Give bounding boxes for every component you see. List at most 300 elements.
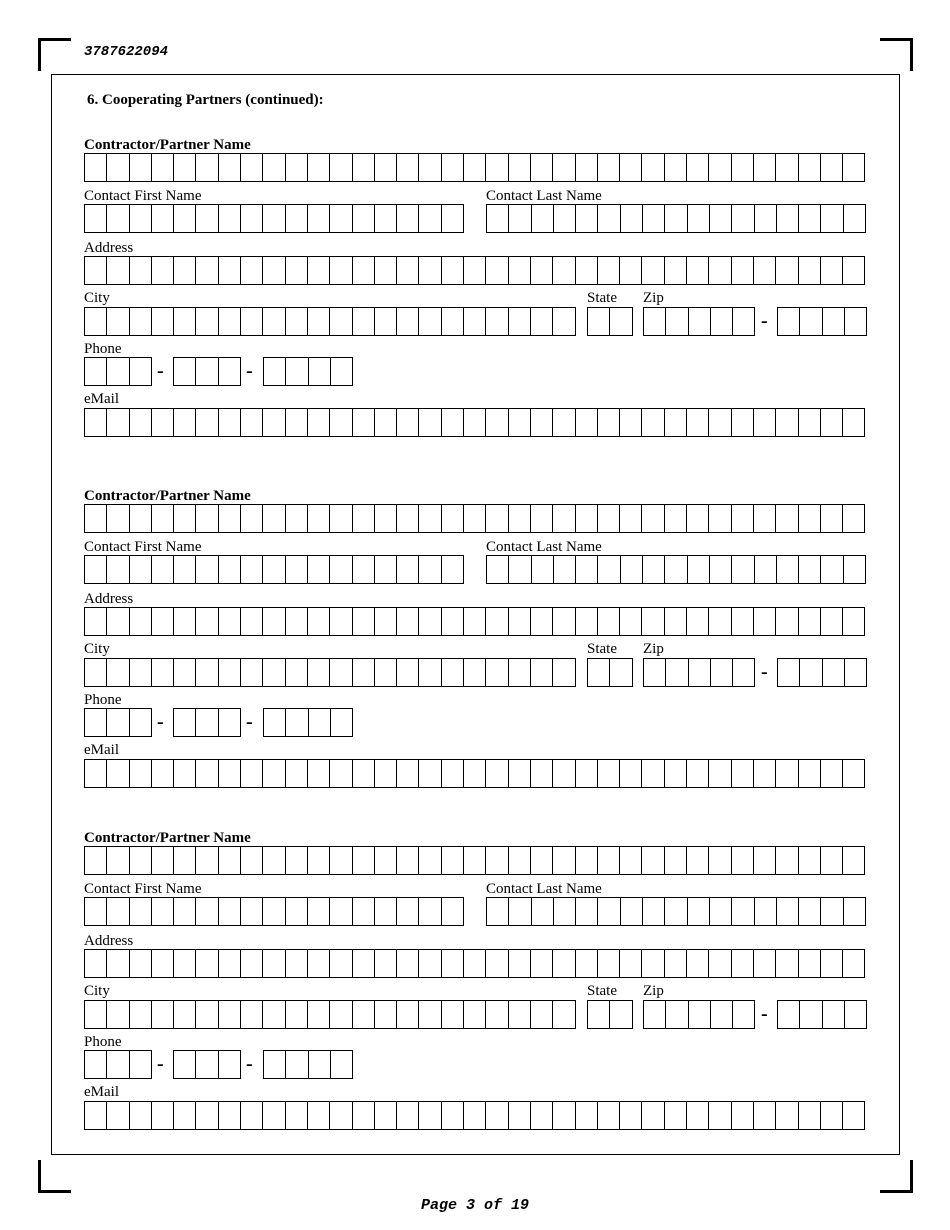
char-box[interactable] (397, 555, 419, 584)
char-box[interactable] (509, 607, 531, 636)
char-box[interactable] (576, 408, 598, 437)
char-box[interactable] (776, 408, 798, 437)
char-box[interactable] (799, 1101, 821, 1130)
char-box[interactable] (419, 204, 441, 233)
char-box[interactable] (733, 307, 755, 336)
char-box[interactable] (688, 897, 710, 926)
char-box[interactable] (821, 408, 843, 437)
char-box[interactable] (286, 256, 308, 285)
char-box[interactable] (219, 504, 241, 533)
char-box[interactable] (130, 153, 152, 182)
char-box[interactable] (553, 408, 575, 437)
char-box[interactable] (711, 1000, 733, 1029)
char-box[interactable] (754, 1101, 776, 1130)
char-box[interactable] (844, 555, 866, 584)
char-box[interactable] (85, 504, 107, 533)
char-box[interactable] (531, 658, 553, 687)
char-box[interactable] (464, 949, 486, 978)
state-field[interactable] (587, 658, 633, 687)
char-box[interactable] (732, 759, 754, 788)
char-box[interactable] (709, 846, 731, 875)
char-box[interactable] (331, 708, 353, 737)
char-box[interactable] (107, 759, 129, 788)
char-box[interactable] (464, 307, 486, 336)
char-box[interactable] (576, 256, 598, 285)
char-box[interactable] (308, 658, 330, 687)
char-box[interactable] (152, 307, 174, 336)
char-box[interactable] (778, 1000, 800, 1029)
contact-first-name-field[interactable] (84, 204, 464, 233)
char-box[interactable] (442, 607, 464, 636)
char-box[interactable] (799, 897, 821, 926)
char-box[interactable] (241, 153, 263, 182)
char-box[interactable] (464, 504, 486, 533)
char-box[interactable] (397, 307, 419, 336)
char-box[interactable] (286, 1050, 308, 1079)
char-box[interactable] (665, 1101, 687, 1130)
char-box[interactable] (598, 153, 620, 182)
char-box[interactable] (665, 408, 687, 437)
char-box[interactable] (442, 1000, 464, 1029)
char-box[interactable] (843, 846, 865, 875)
char-box[interactable] (732, 153, 754, 182)
char-box[interactable] (776, 759, 798, 788)
char-box[interactable] (219, 708, 241, 737)
char-box[interactable] (107, 357, 129, 386)
char-box[interactable] (733, 658, 755, 687)
char-box[interactable] (241, 846, 263, 875)
char-box[interactable] (286, 846, 308, 875)
char-box[interactable] (308, 846, 330, 875)
char-box[interactable] (130, 408, 152, 437)
char-box[interactable] (554, 555, 576, 584)
char-box[interactable] (353, 897, 375, 926)
char-box[interactable] (687, 1101, 709, 1130)
char-box[interactable] (666, 1000, 688, 1029)
char-box[interactable] (610, 658, 632, 687)
char-box[interactable] (353, 504, 375, 533)
char-box[interactable] (754, 846, 776, 875)
char-box[interactable] (286, 153, 308, 182)
char-box[interactable] (375, 1000, 397, 1029)
char-box[interactable] (152, 658, 174, 687)
char-box[interactable] (308, 949, 330, 978)
char-box[interactable] (219, 555, 241, 584)
char-box[interactable] (107, 1000, 129, 1029)
char-box[interactable] (800, 1000, 822, 1029)
char-box[interactable] (219, 1000, 241, 1029)
char-box[interactable] (241, 256, 263, 285)
char-box[interactable] (442, 1101, 464, 1130)
char-box[interactable] (174, 759, 196, 788)
char-box[interactable] (419, 897, 441, 926)
char-box[interactable] (778, 307, 800, 336)
char-box[interactable] (799, 256, 821, 285)
char-box[interactable] (776, 504, 798, 533)
char-box[interactable] (286, 607, 308, 636)
char-box[interactable] (710, 204, 732, 233)
char-box[interactable] (777, 204, 799, 233)
char-box[interactable] (709, 759, 731, 788)
char-box[interactable] (642, 1101, 664, 1130)
char-box[interactable] (442, 846, 464, 875)
char-box[interactable] (196, 204, 218, 233)
char-box[interactable] (130, 555, 152, 584)
email-field[interactable] (84, 759, 865, 788)
char-box[interactable] (843, 607, 865, 636)
char-box[interactable] (219, 897, 241, 926)
char-box[interactable] (397, 408, 419, 437)
char-box[interactable] (375, 949, 397, 978)
char-box[interactable] (620, 1101, 642, 1130)
char-box[interactable] (711, 307, 733, 336)
char-box[interactable] (419, 1101, 441, 1130)
char-box[interactable] (263, 949, 285, 978)
char-box[interactable] (130, 307, 152, 336)
char-box[interactable] (621, 897, 643, 926)
contact-last-name-field[interactable] (486, 555, 866, 584)
char-box[interactable] (486, 759, 508, 788)
phone-line-field[interactable] (263, 357, 353, 386)
char-box[interactable] (487, 204, 509, 233)
char-box[interactable] (196, 408, 218, 437)
phone-area-code-field[interactable] (84, 708, 152, 737)
char-box[interactable] (531, 504, 553, 533)
char-box[interactable] (85, 357, 107, 386)
char-box[interactable] (689, 658, 711, 687)
char-box[interactable] (576, 204, 598, 233)
char-box[interactable] (353, 307, 375, 336)
char-box[interactable] (353, 949, 375, 978)
char-box[interactable] (286, 708, 308, 737)
char-box[interactable] (330, 504, 352, 533)
char-box[interactable] (85, 897, 107, 926)
char-box[interactable] (286, 555, 308, 584)
char-box[interactable] (152, 504, 174, 533)
char-box[interactable] (621, 555, 643, 584)
char-box[interactable] (643, 204, 665, 233)
char-box[interactable] (241, 204, 263, 233)
contact-first-name-field[interactable] (84, 897, 464, 926)
char-box[interactable] (844, 204, 866, 233)
char-box[interactable] (130, 949, 152, 978)
city-field[interactable] (84, 1000, 576, 1029)
char-box[interactable] (843, 504, 865, 533)
char-box[interactable] (620, 408, 642, 437)
char-box[interactable] (107, 408, 129, 437)
char-box[interactable] (598, 504, 620, 533)
char-box[interactable] (196, 846, 218, 875)
char-box[interactable] (286, 759, 308, 788)
char-box[interactable] (688, 555, 710, 584)
char-box[interactable] (375, 555, 397, 584)
char-box[interactable] (776, 949, 798, 978)
char-box[interactable] (532, 204, 554, 233)
char-box[interactable] (532, 897, 554, 926)
char-box[interactable] (642, 607, 664, 636)
char-box[interactable] (353, 153, 375, 182)
char-box[interactable] (464, 153, 486, 182)
char-box[interactable] (464, 607, 486, 636)
char-box[interactable] (107, 607, 129, 636)
phone-prefix-field[interactable] (173, 357, 241, 386)
char-box[interactable] (732, 607, 754, 636)
char-box[interactable] (130, 1050, 152, 1079)
char-box[interactable] (845, 307, 867, 336)
char-box[interactable] (286, 897, 308, 926)
zip-extension-field[interactable] (777, 307, 867, 336)
char-box[interactable] (845, 1000, 867, 1029)
char-box[interactable] (620, 759, 642, 788)
char-box[interactable] (263, 1101, 285, 1130)
char-box[interactable] (308, 504, 330, 533)
char-box[interactable] (509, 897, 531, 926)
email-field[interactable] (84, 408, 865, 437)
char-box[interactable] (174, 204, 196, 233)
char-box[interactable] (800, 307, 822, 336)
char-box[interactable] (687, 153, 709, 182)
char-box[interactable] (487, 555, 509, 584)
char-box[interactable] (776, 1101, 798, 1130)
address-field[interactable] (84, 607, 865, 636)
char-box[interactable] (799, 555, 821, 584)
char-box[interactable] (152, 846, 174, 875)
char-box[interactable] (531, 759, 553, 788)
partner-name-field[interactable] (84, 504, 865, 533)
char-box[interactable] (330, 846, 352, 875)
char-box[interactable] (375, 153, 397, 182)
char-box[interactable] (665, 607, 687, 636)
char-box[interactable] (196, 504, 218, 533)
char-box[interactable] (689, 1000, 711, 1029)
char-box[interactable] (241, 759, 263, 788)
char-box[interactable] (464, 846, 486, 875)
char-box[interactable] (219, 408, 241, 437)
char-box[interactable] (219, 153, 241, 182)
char-box[interactable] (531, 408, 553, 437)
char-box[interactable] (598, 607, 620, 636)
char-box[interactable] (241, 307, 263, 336)
char-box[interactable] (397, 607, 419, 636)
char-box[interactable] (442, 504, 464, 533)
char-box[interactable] (107, 555, 129, 584)
char-box[interactable] (286, 658, 308, 687)
contact-last-name-field[interactable] (486, 204, 866, 233)
char-box[interactable] (353, 846, 375, 875)
char-box[interactable] (553, 504, 575, 533)
char-box[interactable] (464, 1101, 486, 1130)
char-box[interactable] (152, 256, 174, 285)
char-box[interactable] (419, 256, 441, 285)
char-box[interactable] (665, 846, 687, 875)
char-box[interactable] (754, 256, 776, 285)
char-box[interactable] (353, 204, 375, 233)
char-box[interactable] (598, 759, 620, 788)
char-box[interactable] (553, 607, 575, 636)
state-field[interactable] (587, 1000, 633, 1029)
char-box[interactable] (610, 307, 632, 336)
char-box[interactable] (174, 607, 196, 636)
char-box[interactable] (509, 408, 531, 437)
char-box[interactable] (152, 607, 174, 636)
char-box[interactable] (419, 759, 441, 788)
char-box[interactable] (196, 555, 218, 584)
char-box[interactable] (308, 256, 330, 285)
char-box[interactable] (241, 658, 263, 687)
char-box[interactable] (196, 759, 218, 788)
char-box[interactable] (821, 1101, 843, 1130)
char-box[interactable] (375, 1101, 397, 1130)
char-box[interactable] (755, 555, 777, 584)
char-box[interactable] (107, 658, 129, 687)
char-box[interactable] (330, 1000, 352, 1029)
char-box[interactable] (576, 949, 598, 978)
char-box[interactable] (286, 1101, 308, 1130)
char-box[interactable] (821, 759, 843, 788)
char-box[interactable] (152, 1101, 174, 1130)
char-box[interactable] (264, 1050, 286, 1079)
char-box[interactable] (464, 759, 486, 788)
char-box[interactable] (397, 897, 419, 926)
char-box[interactable] (353, 658, 375, 687)
char-box[interactable] (778, 658, 800, 687)
char-box[interactable] (644, 1000, 666, 1029)
char-box[interactable] (397, 256, 419, 285)
char-box[interactable] (732, 256, 754, 285)
char-box[interactable] (174, 1101, 196, 1130)
char-box[interactable] (442, 759, 464, 788)
address-field[interactable] (84, 256, 865, 285)
char-box[interactable] (397, 759, 419, 788)
char-box[interactable] (419, 153, 441, 182)
char-box[interactable] (777, 897, 799, 926)
char-box[interactable] (709, 1101, 731, 1130)
char-box[interactable] (442, 408, 464, 437)
char-box[interactable] (464, 256, 486, 285)
char-box[interactable] (754, 153, 776, 182)
char-box[interactable] (509, 504, 531, 533)
char-box[interactable] (353, 1000, 375, 1029)
char-box[interactable] (666, 658, 688, 687)
char-box[interactable] (665, 153, 687, 182)
char-box[interactable] (196, 357, 218, 386)
char-box[interactable] (620, 607, 642, 636)
char-box[interactable] (642, 153, 664, 182)
char-box[interactable] (308, 153, 330, 182)
char-box[interactable] (263, 846, 285, 875)
char-box[interactable] (330, 949, 352, 978)
char-box[interactable] (588, 1000, 610, 1029)
char-box[interactable] (152, 204, 174, 233)
char-box[interactable] (598, 1101, 620, 1130)
char-box[interactable] (687, 504, 709, 533)
char-box[interactable] (219, 658, 241, 687)
char-box[interactable] (687, 408, 709, 437)
char-box[interactable] (620, 949, 642, 978)
char-box[interactable] (174, 504, 196, 533)
char-box[interactable] (196, 153, 218, 182)
char-box[interactable] (85, 256, 107, 285)
phone-line-field[interactable] (263, 1050, 353, 1079)
char-box[interactable] (642, 256, 664, 285)
char-box[interactable] (375, 658, 397, 687)
char-box[interactable] (620, 153, 642, 182)
char-box[interactable] (85, 1000, 107, 1029)
char-box[interactable] (509, 658, 531, 687)
char-box[interactable] (85, 307, 107, 336)
char-box[interactable] (174, 708, 196, 737)
char-box[interactable] (642, 949, 664, 978)
char-box[interactable] (755, 204, 777, 233)
char-box[interactable] (196, 607, 218, 636)
city-field[interactable] (84, 307, 576, 336)
char-box[interactable] (174, 949, 196, 978)
char-box[interactable] (554, 204, 576, 233)
char-box[interactable] (509, 153, 531, 182)
char-box[interactable] (330, 204, 352, 233)
char-box[interactable] (107, 949, 129, 978)
char-box[interactable] (665, 897, 687, 926)
char-box[interactable] (576, 1101, 598, 1130)
char-box[interactable] (844, 897, 866, 926)
char-box[interactable] (732, 204, 754, 233)
char-box[interactable] (308, 1000, 330, 1029)
char-box[interactable] (196, 658, 218, 687)
char-box[interactable] (665, 759, 687, 788)
char-box[interactable] (665, 204, 687, 233)
char-box[interactable] (308, 408, 330, 437)
char-box[interactable] (196, 256, 218, 285)
char-box[interactable] (152, 555, 174, 584)
char-box[interactable] (174, 1000, 196, 1029)
char-box[interactable] (553, 846, 575, 875)
char-box[interactable] (821, 153, 843, 182)
char-box[interactable] (263, 504, 285, 533)
char-box[interactable] (107, 204, 129, 233)
char-box[interactable] (843, 1101, 865, 1130)
char-box[interactable] (263, 256, 285, 285)
char-box[interactable] (486, 949, 508, 978)
char-box[interactable] (419, 408, 441, 437)
char-box[interactable] (375, 256, 397, 285)
char-box[interactable] (331, 1050, 353, 1079)
char-box[interactable] (665, 555, 687, 584)
char-box[interactable] (263, 307, 285, 336)
char-box[interactable] (152, 759, 174, 788)
char-box[interactable] (486, 256, 508, 285)
char-box[interactable] (732, 504, 754, 533)
char-box[interactable] (509, 1000, 531, 1029)
char-box[interactable] (130, 897, 152, 926)
char-box[interactable] (130, 607, 152, 636)
char-box[interactable] (509, 846, 531, 875)
char-box[interactable] (754, 607, 776, 636)
phone-area-code-field[interactable] (84, 1050, 152, 1079)
char-box[interactable] (263, 658, 285, 687)
char-box[interactable] (553, 1000, 575, 1029)
char-box[interactable] (665, 256, 687, 285)
char-box[interactable] (486, 846, 508, 875)
char-box[interactable] (576, 846, 598, 875)
char-box[interactable] (486, 1101, 508, 1130)
char-box[interactable] (241, 504, 263, 533)
char-box[interactable] (799, 949, 821, 978)
char-box[interactable] (264, 708, 286, 737)
char-box[interactable] (531, 1101, 553, 1130)
char-box[interactable] (576, 153, 598, 182)
char-box[interactable] (553, 153, 575, 182)
char-box[interactable] (286, 949, 308, 978)
